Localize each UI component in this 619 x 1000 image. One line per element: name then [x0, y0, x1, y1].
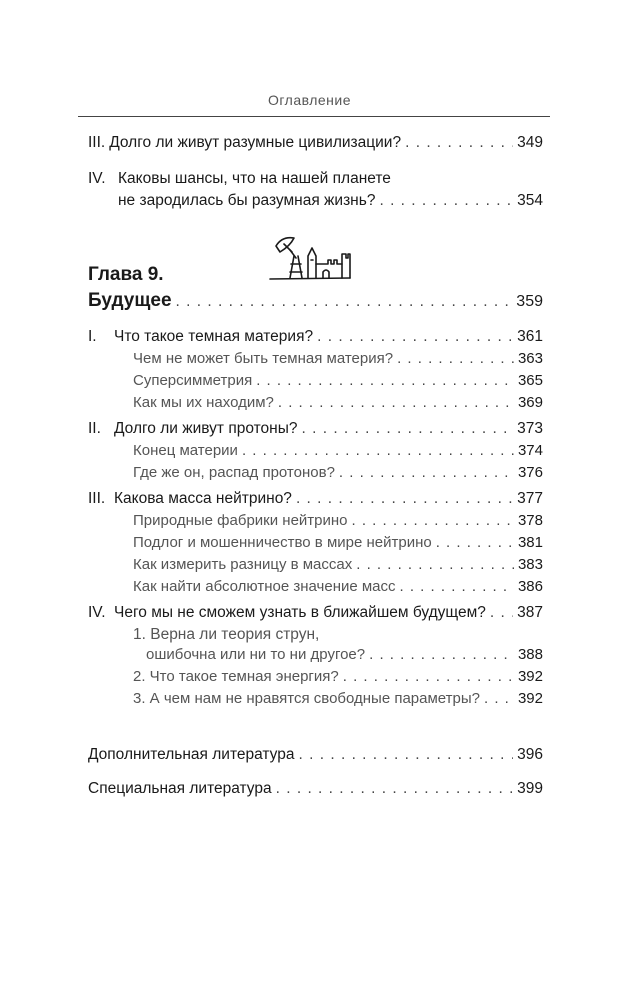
- toc-subsection[interactable]: [133, 462, 543, 484]
- dot-leader: [369, 644, 514, 666]
- chapter-page: 359: [516, 293, 543, 310]
- toc-subsection[interactable]: [133, 370, 543, 392]
- subsection-title: Как найти абсолютное значение масс: [133, 578, 396, 595]
- toc-section[interactable]: [88, 326, 543, 348]
- subsection-title: Где же он, распад протонов?: [133, 464, 335, 481]
- toc-subsection[interactable]: [133, 392, 543, 414]
- section-title: Что такое темная материя?: [114, 328, 314, 345]
- toc-subsection[interactable]: [133, 666, 543, 688]
- subsection-title: Чем не может быть темная материя?: [133, 350, 394, 367]
- back-matter-entry[interactable]: [88, 778, 543, 800]
- dot-leader: [400, 576, 514, 598]
- dot-leader: [343, 666, 514, 688]
- dot-leader: [256, 370, 514, 392]
- chapter-title: Будущее: [88, 290, 172, 311]
- dot-leader: [436, 532, 514, 554]
- toc-subsection[interactable]: [146, 644, 543, 666]
- subsection-title: Как мы их находим?: [133, 394, 274, 411]
- section-title: Какова масса нейтрино?: [114, 490, 292, 507]
- section-page: 377: [517, 490, 543, 507]
- section-page: 373: [517, 420, 543, 437]
- subsection-page: 383: [517, 556, 543, 573]
- dot-leader: [176, 289, 513, 315]
- section-title: Чего мы не сможем узнать в ближайшем будущем?: [114, 604, 486, 621]
- dot-leader: [276, 778, 514, 800]
- toc-entry-title-line2: не зародилась бы разумная жизнь?: [118, 192, 376, 209]
- toc-subsection[interactable]: [133, 348, 543, 370]
- section-number: III.: [88, 490, 106, 507]
- toc-entry[interactable]: [118, 190, 543, 212]
- toc-entry[interactable]: [88, 132, 543, 154]
- section-page: 361: [517, 328, 543, 345]
- subsection-title: 2. Что такое темная энергия?: [133, 668, 339, 685]
- subsection-page: 392: [517, 668, 543, 685]
- toc-section[interactable]: [88, 418, 543, 440]
- section-number: II.: [88, 420, 101, 437]
- dot-leader: [484, 688, 514, 710]
- running-head: Оглавление: [267, 92, 352, 108]
- chapter-entry[interactable]: [88, 288, 543, 314]
- subsection-page: 365: [517, 372, 543, 389]
- subsection-page: 363: [517, 350, 543, 367]
- toc-entry-title: Долго ли живут разумные цивилизации?: [109, 134, 402, 151]
- antenna-castle-illustration: [268, 232, 352, 282]
- dot-leader: [242, 440, 514, 462]
- dot-leader: [278, 392, 514, 414]
- chapter-label: Глава 9.: [88, 264, 164, 285]
- toc-subsection[interactable]: [133, 510, 543, 532]
- toc-section[interactable]: [88, 602, 543, 624]
- dot-leader: [356, 554, 514, 576]
- toc-subsection[interactable]: [133, 688, 543, 710]
- toc-subsection[interactable]: [133, 440, 543, 462]
- subsection-page: 386: [517, 578, 543, 595]
- dot-leader: [490, 602, 513, 624]
- subsection-title-line1: 1. Верна ли теория струн,: [133, 626, 320, 643]
- subsection-title: Природные фабрики нейтрино: [133, 512, 348, 529]
- dot-leader: [339, 462, 514, 484]
- subsection-page: 392: [517, 690, 543, 707]
- header-rule: [78, 116, 550, 117]
- toc-section[interactable]: [88, 488, 543, 510]
- subsection-page: 374: [517, 442, 543, 459]
- section-number: I.: [88, 328, 97, 345]
- toc-subsection[interactable]: [133, 554, 543, 576]
- dot-leader: [301, 418, 513, 440]
- dot-leader: [352, 510, 514, 532]
- back-matter-page: 399: [517, 780, 543, 797]
- toc-entry-number: IV.: [88, 170, 106, 187]
- back-matter-entry[interactable]: [88, 744, 543, 766]
- section-page: 387: [517, 604, 543, 621]
- back-matter-title: Дополнительная литература: [88, 746, 295, 763]
- subsection-title: Конец материи: [133, 442, 238, 459]
- back-matter-page: 396: [517, 746, 543, 763]
- toc-entry-page: 349: [517, 134, 543, 151]
- subsection-title-line2: ошибочна или ни то ни другое?: [146, 646, 366, 663]
- subsection-page: 388: [517, 646, 543, 663]
- dot-leader: [317, 326, 513, 348]
- subsection-page: 381: [517, 534, 543, 551]
- back-matter-title: Специальная литература: [88, 780, 272, 797]
- toc-entry-number: III.: [88, 134, 106, 151]
- section-title: Долго ли живут протоны?: [114, 420, 298, 437]
- section-number: IV.: [88, 604, 106, 621]
- dot-leader: [405, 132, 513, 154]
- subsection-title: Как измерить разницу в массах: [133, 556, 353, 573]
- subsection-page: 376: [517, 464, 543, 481]
- dot-leader: [299, 744, 514, 766]
- toc-subsection[interactable]: [133, 532, 543, 554]
- toc-entry-title-line1: Каковы шансы, что на нашей планете: [118, 170, 391, 187]
- dot-leader: [379, 190, 513, 212]
- subsection-title: Подлог и мошенничество в мире нейтрино: [133, 534, 432, 551]
- subsection-title: 3. А чем нам не нравятся свободные параметры?: [133, 690, 480, 707]
- subsection-page: 369: [517, 394, 543, 411]
- dot-leader: [296, 488, 513, 510]
- dot-leader: [397, 348, 514, 370]
- subsection-title: Суперсимметрия: [133, 372, 253, 389]
- subsection-page: 378: [517, 512, 543, 529]
- toc-entry-page: 354: [517, 192, 543, 209]
- toc-subsection[interactable]: [133, 576, 543, 598]
